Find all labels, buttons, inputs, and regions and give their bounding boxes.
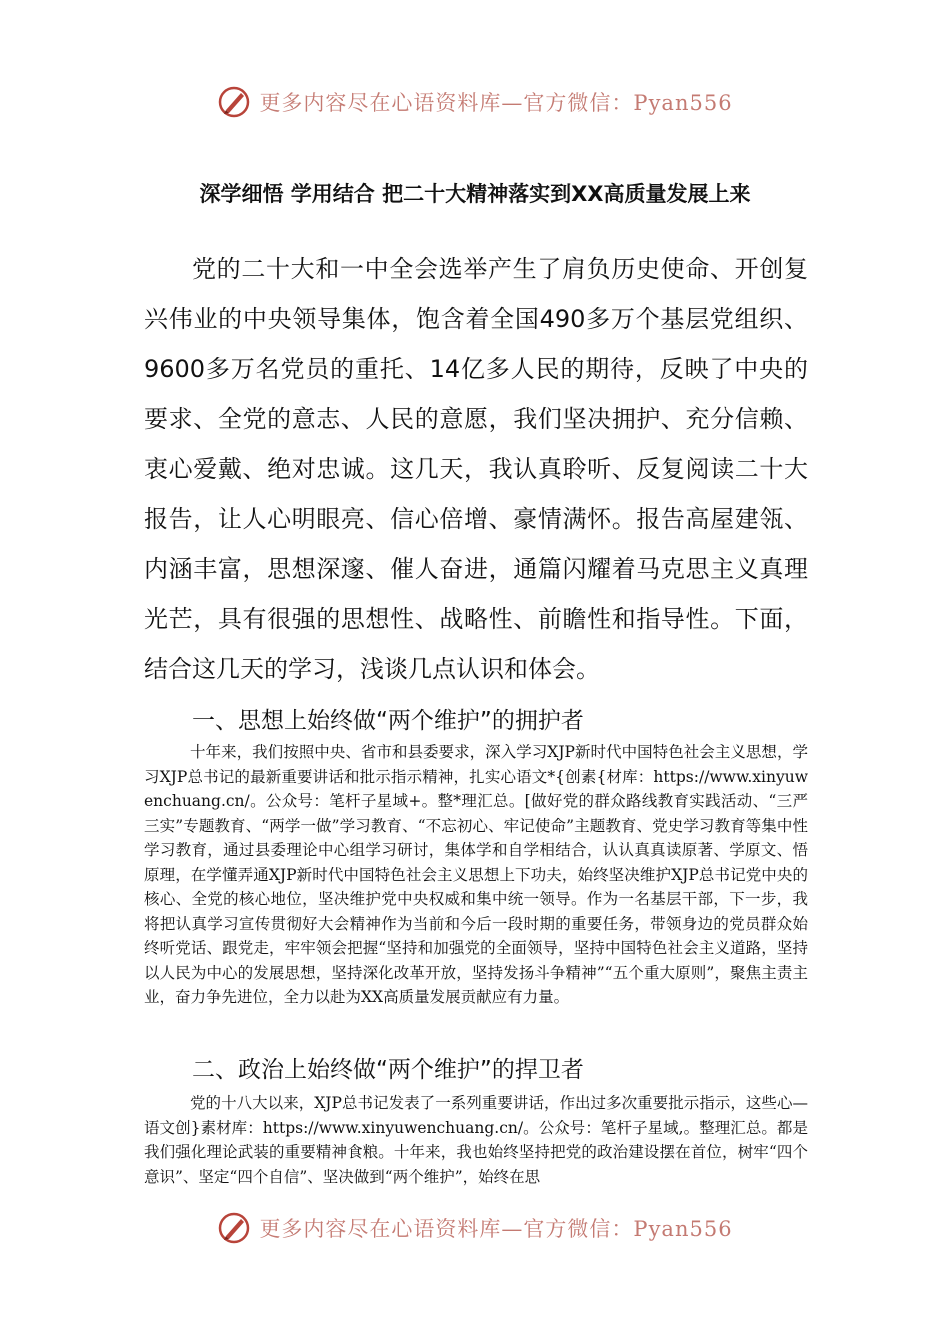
section-heading-2: 二、政治上始终做“两个维护”的捍卫者 [192, 1057, 584, 1083]
section-body-1: 十年来，我们按照中央、省市和县委要求，深入学习XJP新时代中国特色社会主义思想，学习XJP总书记的最新重要讲话和批示指示精神，扎实心语文*{创素{材库：https://www.xinyuwenchuang.cn/。公众号：笔杆子星域+。整*理汇总。[做好党的群众路线教育实践活动、“三严三实”专题教育、“两学一做”学习教育、“不忘初心、牢记使命”主题教育、党史学习教育等集中性学习教育，通过县委理论中心组学习研讨，集体学和自学相结合，认认真真读原著、学原文、悟原理，在学懂弄通XJP新时代中国特色社会主义思想上下功夫，始终坚决维护XJP总书记党中央的核心、全党的核心地位，坚决维护党中央权威和集中统一领导。作为一名基层干部，下一步，我将把认真学习宣传贯彻好大会精神作为当前和今后一段时期的重要任务，带领身边的党员群众始终听党话、跟党走，牢牢领会把握“坚持和加强党的全面领导，坚持中国特色社会主义道路，坚持以人民为中心的发展思想，坚持深化改革开放，坚持发扬斗争精神”“五个重大原则”，聚焦主责主业，奋力争先进位，全力以赴为XX高质量发展贡献应有力量。 [144, 743, 808, 1006]
pen-logo-icon [217, 85, 251, 119]
document-title: 深学细悟 学用结合 把二十大精神落实到XX高质量发展上来 [199, 182, 751, 206]
watermark-text: 更多内容尽在心语资料库—官方微信：Pyan556 [259, 91, 733, 115]
header-watermark-banner [0, 82, 950, 122]
watermark-text: 更多内容尽在心语资料库—官方微信：Pyan556 [259, 1217, 733, 1241]
intro-paragraph: 党的二十大和一中全会选举产生了肩负历史使命、开创复兴伟业的中央领导集体，饱含着全国490多万个基层党组织、9600多万名党员的重托、14亿多人民的期待，反映了中央的要求、全党的意志、人民的意愿，我们坚决拥护、充分信赖、衷心爱戴、绝对忠诚。这几天，我认真聆听、反复阅读二十大报告，让人心明眼亮、信心倍增、豪情满怀。报告高屋建瓴、内涵丰富，思想深邃、催人奋进，通篇闪耀着马克思主义真理光芒，具有很强的思想性、战略性、前瞻性和指导性。下面，结合这几天的学习，浅谈几点认识和体会。 [144, 255, 808, 683]
pen-logo-icon [217, 1211, 251, 1245]
section-heading-1: 一、思想上始终做“两个维护”的拥护者 [192, 708, 584, 734]
section-body-2: 党的十八大以来，XJP总书记发表了一系列重要讲话，作出过多次重要批示指示，这些心—语文创}素材库：https://www.xinyuwenchuang.cn/。公众号：笔杆子星域,。整理汇总。都是我们强化理论武装的重要精神食粮。十年来，我也始终坚持把党的政治建设摆在首位，树牢“四个意识”、坚定“四个自信”、坚决做到“两个维护”，始终在思 [144, 1094, 808, 1186]
footer-watermark-banner [0, 1208, 950, 1248]
